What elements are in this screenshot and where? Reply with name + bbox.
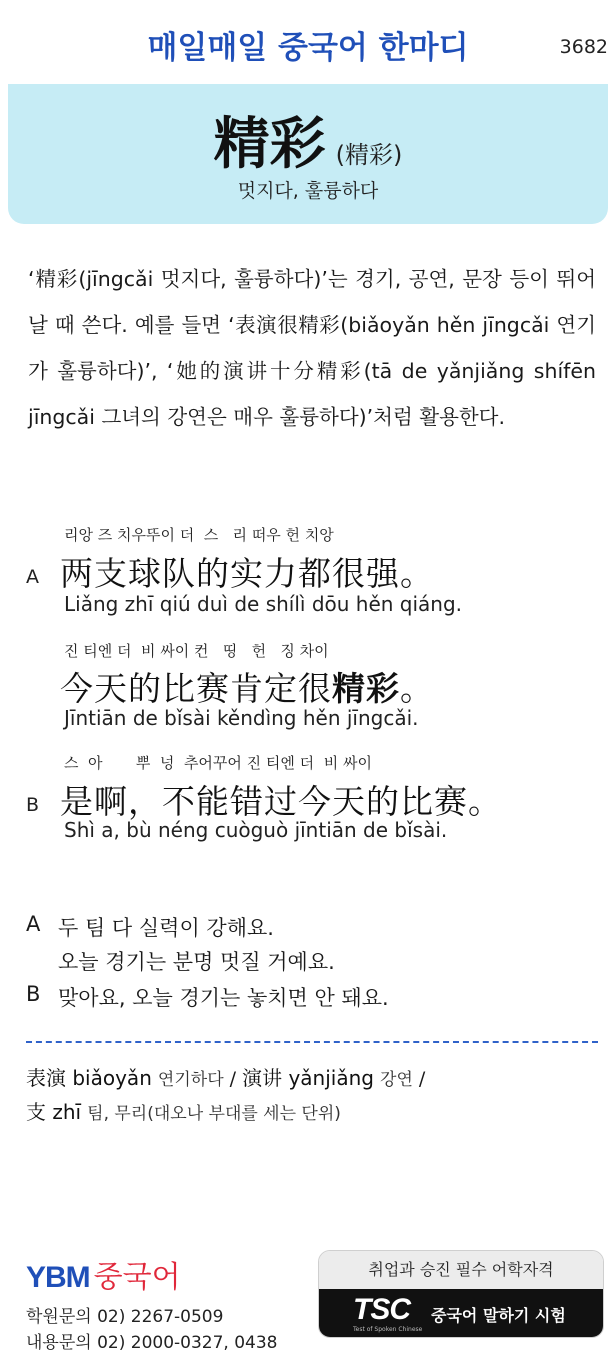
ruby-reading-2: 진 티엔 더 비 싸이 컨 띵 헌 징 차이	[64, 642, 329, 660]
vocab-meaning: 강연	[380, 1070, 413, 1090]
header	[0, 0, 616, 84]
hanzi-text: 是啊，不能错过今天的比赛。	[60, 782, 502, 821]
issue-number: 3682	[559, 36, 608, 58]
speaker-label-b: B	[26, 794, 40, 816]
pinyin-3: Shì a, bù néng cuòguò jīntiān de bǐsài.	[64, 818, 448, 842]
pinyin-1: Liǎng zhī qiú duì de shílì dōu hěn qiáng.	[64, 592, 463, 616]
hanzi-keyword: 精彩	[332, 669, 400, 708]
hanzi-text: 。	[400, 669, 434, 708]
tsc-logo-subtitle: Test of Spoken Chinese	[353, 1326, 423, 1333]
tsc-bar	[319, 1289, 603, 1338]
series-title: 매일매일 중국어 한마디	[147, 30, 469, 66]
vocab-separator: /	[412, 1068, 426, 1090]
speaker-label-a: A	[26, 566, 39, 588]
dashed-divider	[26, 1041, 598, 1043]
vocab-meaning: 팀, 무리(대오나 부대를 세는 단위)	[87, 1104, 341, 1124]
vocab-meaning: 연기하다	[157, 1070, 224, 1090]
translation-line-2: 오늘 경기는 분명 멋질 거예요.	[58, 950, 335, 974]
translation-line-3: 맞아요, 오늘 경기는 놓치면 안 돼요.	[58, 986, 389, 1010]
contact-academy: 학원문의 02) 2267-0509	[26, 1307, 224, 1327]
dialogue-hanzi-3	[60, 776, 502, 823]
vocab-word: 演讲 yǎnjiǎng	[242, 1066, 374, 1090]
vocab-line-1	[26, 1062, 425, 1091]
tsc-logo: TSC	[353, 1293, 410, 1326]
tsc-banner	[318, 1250, 604, 1338]
title-hanzi: 精彩	[213, 111, 326, 177]
footer-contact-block	[26, 1252, 326, 1356]
ruby-reading-1: 리앙 즈 치우뚜이 더 스 리 떠우 헌 치앙	[64, 526, 334, 544]
ybm-logo	[26, 1252, 326, 1296]
tsc-test-name: 중국어 말하기 시험	[431, 1306, 566, 1325]
ybm-logo-text: YBM	[26, 1261, 90, 1294]
translation-speaker-a: A	[26, 912, 41, 936]
hanzi-text: 今天的比赛肯定很	[60, 669, 332, 708]
dialogue-hanzi-2	[60, 663, 434, 710]
title-row	[8, 100, 608, 180]
vocab-word: 支 zhī	[26, 1100, 82, 1124]
contact-info	[26, 1304, 326, 1356]
title-paren: (精彩)	[335, 141, 403, 169]
ybm-logo-korean: 중국어	[93, 1260, 181, 1295]
contact-content: 내용문의 02) 2000-0327, 0438	[26, 1333, 278, 1353]
pinyin-2: Jīntiān de bǐsài kěndìng hěn jīngcǎi.	[64, 706, 419, 730]
title-box	[8, 84, 608, 224]
translation-line-1: 두 팀 다 실력이 강해요.	[58, 916, 274, 940]
ruby-reading-3: 스 아 뿌 넝 추어꾸어 진 티엔 더 비 싸이	[64, 754, 372, 772]
intro-paragraph: ‘精彩(jīngcǎi 멋지다, 훌륭하다)’는 경기, 공연, 문장 등이 뛰어날 때 쓴다. 예를 들면 ‘表演很精彩(biǎoyǎn hěn jīngcǎi 연기가 훌륭하다)’, ‘她的演讲十分精彩(tā de yǎnjiǎng shífēn jīngcǎi 그녀의 강연은 매우 훌륭하다)’처럼 활용한다.	[28, 267, 596, 429]
vocab-line-2	[26, 1096, 341, 1125]
title-meaning: 멋지다, 훌륭하다	[237, 180, 379, 202]
vocab-word: 表演 biǎoyǎn	[26, 1066, 152, 1090]
dialogue-hanzi-1	[60, 548, 434, 595]
tsc-tagline: 취업과 승진 필수 어학자격	[319, 1251, 603, 1289]
translation-speaker-b: B	[26, 982, 41, 1006]
vocab-separator: /	[223, 1068, 243, 1090]
hanzi-text: 两支球队的实力都很强。	[60, 554, 434, 593]
